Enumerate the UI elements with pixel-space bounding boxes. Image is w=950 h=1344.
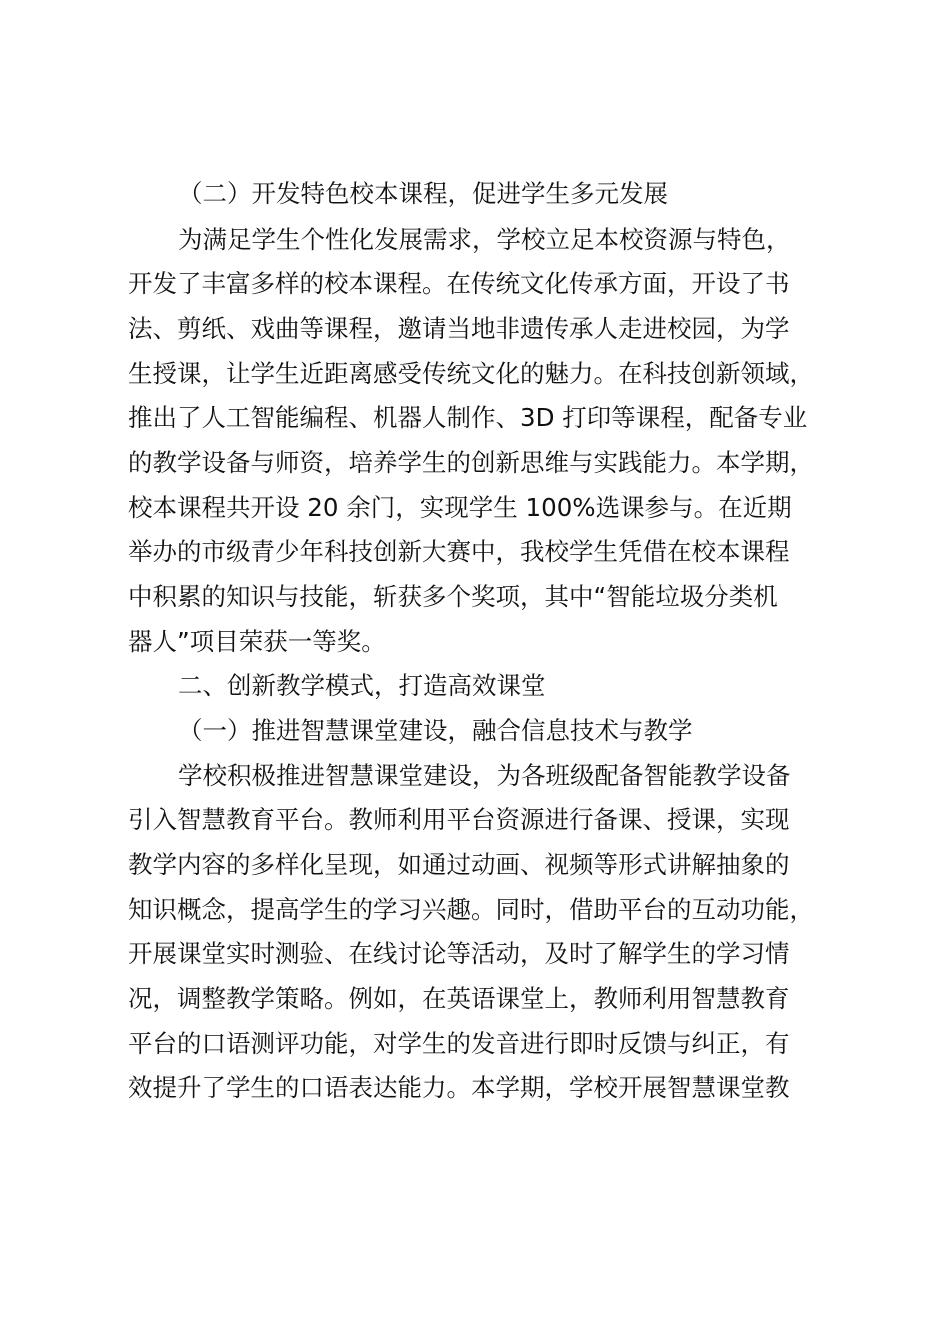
paragraph-line: 器人”项目荣获一等奖。 bbox=[128, 627, 386, 656]
paragraph-line: 推出了人工智能编程、机器人制作、3D 打印等课程，配备专业 bbox=[128, 403, 808, 432]
paragraph-line: 开展课堂实时测验、在线讨论等活动，及时了解学生的学习情 bbox=[128, 939, 790, 968]
section-heading-2-1: （一）推进智慧课堂建设，融合信息技术与教学 bbox=[178, 716, 693, 745]
paragraph-line: 中积累的知识与技能，斩获多个奖项，其中“智能垃圾分类机 bbox=[128, 582, 778, 611]
paragraph-line: 况，调整教学策略。例如，在英语课堂上，教师利用智慧教育 bbox=[128, 984, 790, 1013]
paragraph-line: 教学内容的多样化呈现，如通过动画、视频等形式讲解抽象的 bbox=[128, 850, 790, 879]
paragraph-line: 效提升了学生的口语表达能力。本学期，学校开展智慧课堂教 bbox=[128, 1073, 790, 1102]
paragraph-line: 学校积极推进智慧课堂建设，为各班级配备智能教学设备 bbox=[178, 761, 791, 790]
paragraph-line: 开发了丰富多样的校本课程。在传统文化传承方面，开设了书 bbox=[128, 269, 790, 298]
paragraph-line: 校本课程共开设 20 余门，实现学生 100%选课参与。在近期 bbox=[128, 493, 792, 522]
section-heading-2: 二、创新教学模式，打造高效课堂 bbox=[178, 671, 546, 700]
paragraph-line: 法、剪纸、戏曲等课程，邀请当地非遗传承人走进校园，为学 bbox=[128, 314, 790, 343]
paragraph-line: 举办的市级青少年科技创新大赛中，我校学生凭借在校本课程 bbox=[128, 537, 790, 566]
paragraph-line: 平台的口语测评功能，对学生的发音进行即时反馈与纠正，有 bbox=[128, 1029, 790, 1058]
paragraph-line: 为满足学生个性化发展需求，学校立足本校资源与特色， bbox=[178, 225, 791, 254]
paragraph-line: 的教学设备与师资，培养学生的创新思维与实践能力。本学期， bbox=[128, 448, 814, 477]
paragraph-line: 生授课，让学生近距离感受传统文化的魅力。在科技创新领域， bbox=[128, 359, 814, 388]
paragraph-line: 知识概念，提高学生的学习兴趣。同时，借助平台的互动功能， bbox=[128, 895, 814, 924]
section-heading-2-2: （二）开发特色校本课程，促进学生多元发展 bbox=[178, 179, 668, 208]
paragraph-line: 引入智慧教育平台。教师利用平台资源进行备课、授课，实现 bbox=[128, 805, 790, 834]
